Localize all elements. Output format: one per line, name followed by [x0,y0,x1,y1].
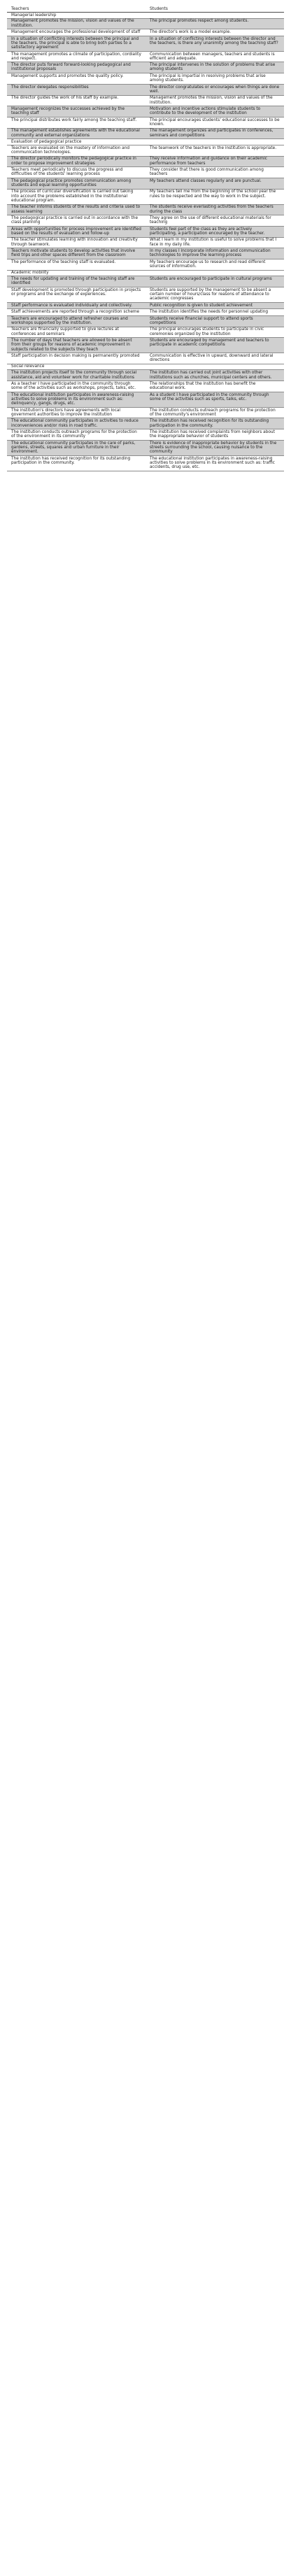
table-row [7,189,284,204]
student-item: In my classes I incorporate information and communication technologies to improve the learning process [146,248,284,259]
teacher-item: The management promotes a climate of participation, cordiality and respect. [7,51,146,62]
table-row [7,178,284,189]
table-row [7,106,284,118]
teacher-item: The institution has received recognition for its outstanding participation in the community. [7,455,146,471]
teacher-item: The director periodically monitors the pedagogical practice in order to propose improvement strategies [7,156,146,167]
section-title: Social relevance [7,364,284,370]
student-item: My teachers attend classes regularly and are punctual. [146,178,284,189]
student-item: The principal intervenes in the solution of problems that arise among students [146,62,284,73]
student-item: The management organizes and participates in conferences, seminars and competitions [146,128,284,139]
student-item: Students are supported by the management to be absent a certain number of hours/class for reasons of attendance to academic congresses [146,287,284,303]
table-row [7,84,284,95]
table-row [7,455,284,471]
teacher-item: The teacher informs students of the results and criteria used to assess learning [7,204,146,215]
teacher-item: The performance of the teaching staff is evaluated. [7,259,146,271]
student-item: The director's work is a model example. [146,29,284,36]
table-row [7,327,284,338]
teacher-item: The educational community participates in the care of parks, gardens, streets, squares and urban furniture in their environment. [7,440,146,455]
student-item: The relationships that the institution has benefit the educational work. [146,381,284,392]
student-item: Motivation and incentive actions stimulate students to contribute to the development of the institution [146,106,284,118]
section-title: Managerial leadership [7,13,284,19]
student-item: The director congratulates or encourages when things are done well. [146,84,284,95]
table-row [7,353,284,364]
table-row [7,309,284,315]
teacher-item: Staff achievements are reported through a recognition scheme [7,309,146,315]
teacher-item: The educational community participates in activities to reduce inconveniences and/or risks in road traffic. [7,418,146,429]
teacher-item: Teachers are financially supported to give lectures at conferences and seminars [7,327,146,338]
student-item: As a student I have participated in the community through some of the activities such as sports, talks, etc. [146,392,284,407]
student-item: Students are encouraged to participate in cultural programs [146,276,284,287]
teacher-item: The institution's directors have agreements with local government authorities to improve the institution [7,407,146,418]
teacher-item: The teacher stimulates learning with innovation and creativity through teamwork. [7,237,146,248]
table-row [7,440,284,455]
table-row [7,95,284,106]
student-item: The principal encourages students to participate in civic ceremonies organized by the institution [146,327,284,338]
teachers-column-header: Teachers [7,0,146,13]
teacher-item: Management promotes the mission, vision and values of the institution. [7,18,146,29]
student-item: The teamwork of the teachers in the institution is appropriate. [146,145,284,156]
student-item: What I learn in my institution is useful to solve problems that I face in my daily life. [146,237,284,248]
table-row [7,51,284,62]
teacher-item: Teachers are evaluated on the mastery of information and communication technologies. [7,145,146,156]
teacher-item: In a situation of conflicting interests between the principal and the teachers, the principal is able to bring both parties to a satisfactory agreement [7,36,146,51]
section-header-row [7,364,284,370]
table-row [7,117,284,128]
student-item: Communication between managers, teachers and students is efficient and adequate. [146,51,284,62]
table-row [7,338,284,353]
table-row [7,204,284,215]
teacher-item: The principal distributes work fairly among the teaching staff. [7,117,146,128]
student-item: The principal encourages students' educational successes to be known. [146,117,284,128]
teacher-item: Staff development is promoted through participation in projects or programs and the exchange of experiences. [7,287,146,303]
student-item: The institution has received complaints from neighbors about the inappropriate behavior of students [146,429,284,441]
table-row [7,392,284,407]
table-row [7,62,284,73]
student-item: Communication is effective in upward, downward and lateral directions [146,353,284,364]
teacher-item: The needs for updating and training of the teaching staff are identified [7,276,146,287]
table-header-row [7,0,284,13]
teacher-item: As a teacher I have participated in the community through some of the activities such as workshops, projects, talks, etc. [7,381,146,392]
student-item: They receive information and guidance on their academic performance from teachers [146,156,284,167]
student-item: The principal promotes respect among students. [146,18,284,29]
student-item: The institution has received recognition for its outstanding participation in the community. [146,418,284,429]
section-header-row [7,139,284,145]
teacher-item: The director delegates responsibilities [7,84,146,95]
section-title: Academic mobility [7,270,284,276]
section-title: Evaluation of pedagogical practice [7,139,284,145]
teacher-item: Teachers meet periodically to discuss the progress and difficulties of the students' learning process [7,167,146,178]
table-row [7,128,284,139]
teacher-item: Teachers motivate students to develop activities that involve field trips and other spaces different from the classroom [7,248,146,259]
table-row [7,248,284,259]
student-item: The principal is impartial in resolving problems that arise among students. [146,73,284,85]
teacher-item: The director puts forward forward-looking pedagogical and institutional proposals [7,62,146,73]
student-item: My teachers tell me from the beginning of the school year the rules to be respected and the way to work in the subject. [146,189,284,204]
teacher-item: The institution conducts outreach programs for the protection of the environment in its community [7,429,146,441]
section-header-row [7,270,284,276]
student-item: There is evidence of inappropriate behavior by students in the streets surrounding the school, causing nuisance to the community [146,440,284,455]
teacher-item: The process of curricular diversification is carried out taking into account the problems established in the institutional educational program. [7,189,146,204]
student-item: They consider that there is good communication among teachers [146,167,284,178]
table-row [7,259,284,271]
teacher-item: The pedagogical practice promotes communication among students and equal learning opportunities [7,178,146,189]
table-row [7,407,284,418]
student-item: They agree on the use of different educational materials for teaching [146,215,284,227]
student-item: Management promotes the mission, vision and values of the institution. [146,95,284,106]
students-column-header: Students [146,0,284,13]
table-row [7,18,284,29]
student-item: Students feel part of the class as they are actively participating, a participation encouraged by the teacher. [146,226,284,237]
table-row [7,145,284,156]
table-row [7,370,284,381]
teacher-item: Management supports and promotes the quality policy. [7,73,146,85]
table-row [7,215,284,227]
teacher-item: The management establishes agreements with the educational community and external organizations [7,128,146,139]
table-row [7,237,284,248]
teacher-item: The director guides the work of his staff by example. [7,95,146,106]
table-row [7,36,284,51]
table-row [7,429,284,441]
section-header-row [7,13,284,19]
survey-items-table [7,0,284,471]
table-row [7,315,284,327]
table-row [7,167,284,178]
table-row [7,73,284,85]
teacher-item: Teachers are encouraged to attend refresher courses and workshops supported by the institution. [7,315,146,327]
student-item: The institution conducts outreach programs for the protection of the community's environment [146,407,284,418]
student-item: The students receive everlasting activities from the teachers during the class [146,204,284,215]
student-item: Students receive financial support to attend sports competitions [146,315,284,327]
teacher-item: Management recognizes the successes achieved by the teaching staff [7,106,146,118]
table-row [7,418,284,429]
table-row [7,276,284,287]
teacher-item: Areas with opportunities for process improvement are identified based on the results of evaluation and follow-up [7,226,146,237]
table-row [7,156,284,167]
table-row [7,381,284,392]
student-item: My teachers encourage us to research and read different sources of information. [146,259,284,271]
teacher-item: Management encourages the professional development of staff [7,29,146,36]
teacher-item: The educational institution participates in awareness-raising activities to solve problems in its environment such as: delinquency, gangs, drugs, etc. [7,392,146,407]
student-item: The educational institution participates in awareness-raising activities to solve problems in its environment such as: traffic accidents, drug use, etc. [146,455,284,471]
table-row [7,29,284,36]
document [0,0,291,471]
teacher-item: Staff performance is evaluated individually and collectively. [7,302,146,308]
teacher-item: The pedagogical practice is carried out in accordance with the class planning [7,215,146,227]
teacher-item: The institution projects itself to the community through social assistance, aid and volunteer work for charitable institutions [7,370,146,381]
table-row [7,302,284,308]
teacher-item: Staff participation in decision making is permanently promoted [7,353,146,364]
student-item: Students are encouraged by management and teachers to participate in academic competitions [146,338,284,353]
student-item: In a situation of conflicting interests between the director and the teachers, is there any unanimity among the teaching staff? [146,36,284,51]
table-row [7,287,284,303]
student-item: The institution has carried out joint activities with other institutions such as churches, municipal centers and others. [146,370,284,381]
table-body [7,13,284,471]
student-item: The institution identifies the needs for personnel updating [146,309,284,315]
student-item: Public recognition is given to student achievement [146,302,284,308]
table-row [7,226,284,237]
teacher-item: The number of days that teachers are allowed to be absent from their groups for reasons of academic improvement in subjects related to the subjects they teach [7,338,146,353]
